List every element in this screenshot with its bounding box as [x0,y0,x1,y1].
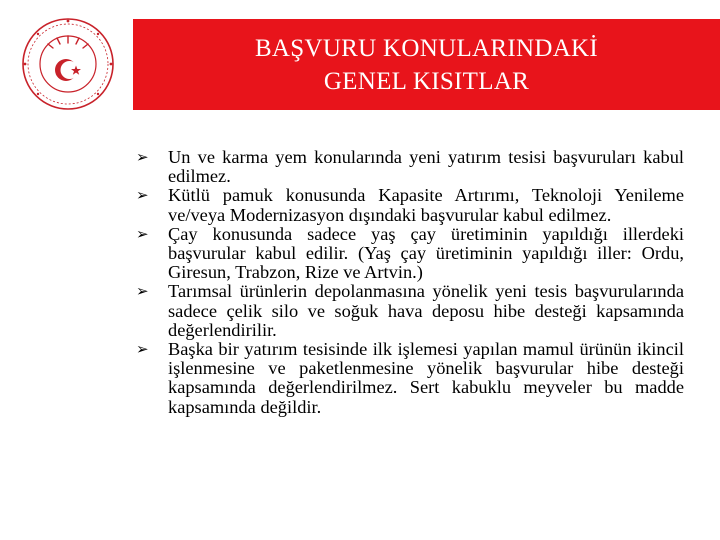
arrow-bullet-icon: ➢ [136,148,149,166]
list-item-text: Başka bir yatırım tesisinde ilk işlemesi yapılan mamul ürünün ikincil işlenmesine ve paketlenmesine yönelik başvurular hibe desteği kapsamında değerlendirilmez. Sert kabuklu meyveler bu madde kapsamında değildir. [168,339,684,417]
arrow-bullet-icon: ➢ [136,186,149,205]
arrow-bullet-icon: ➢ [136,224,149,243]
list-item-text: Tarımsal ürünlerin depolanmasına yönelik yeni tesis başvurularında sadece çelik silo ve soğuk hava deposu hibe desteği kapsamında değerlendirilir. [168,281,684,340]
arrow-bullet-icon: ➢ [136,340,149,359]
list-item [136,282,684,340]
list-item-text: Un ve karma yem konularında yeni yatırım tesisi başvuruları kabul edilmez. [168,147,684,187]
ministry-emblem-icon [14,14,122,114]
restrictions-list [136,148,684,417]
list-item [136,186,684,224]
list-item [136,225,684,283]
list-item [136,340,684,417]
title-banner [133,19,720,110]
page-title: BAŞVURU KONULARINDAKİ GENEL KISITLAR [254,34,599,95]
list-item-text: Kütlü pamuk konusunda Kapasite Artırımı, Teknoloji Yenileme ve/veya Modernizasyon dışındaki başvurular kabul edilmez. [168,185,684,225]
list-item-text: Çay konusunda sadece yaş çay üretiminin yapıldığı illerdeki başvurular kabul edilir. (Yaş çay üretiminin yapıldığı iller: Ordu, Giresun, Trabzon, Rize ve Artvin.) [168,223,684,283]
list-item [136,148,684,186]
arrow-bullet-icon: ➢ [136,282,149,301]
